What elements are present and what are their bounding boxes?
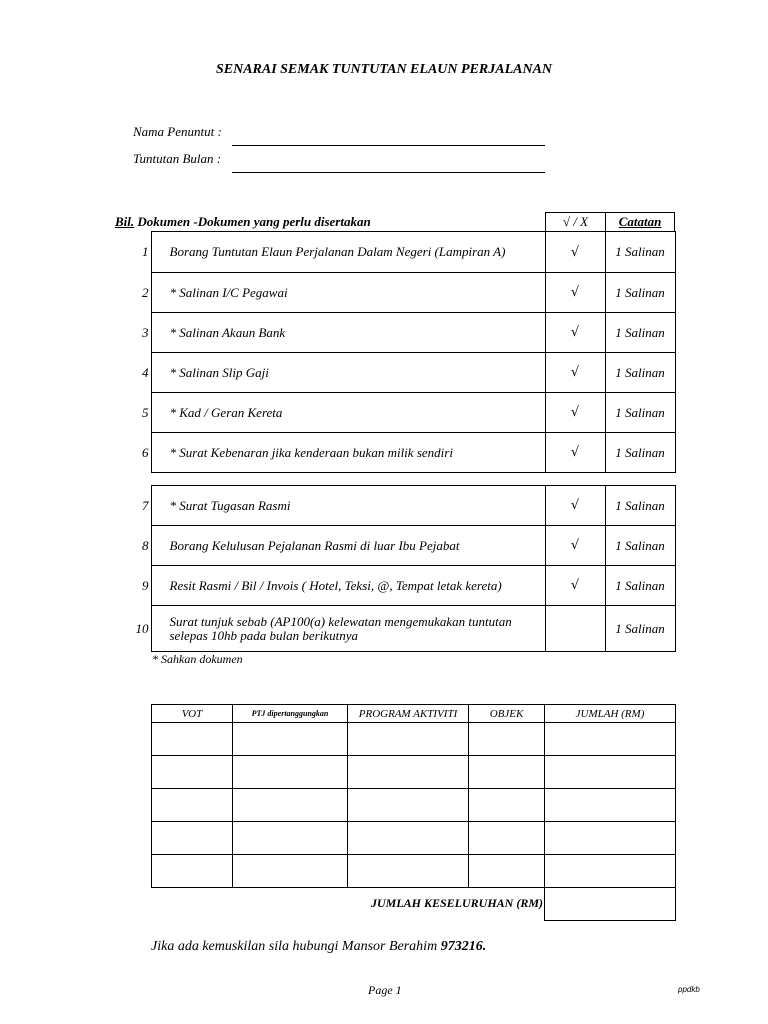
- tuntutan-bulan-line[interactable]: [232, 172, 545, 173]
- total-label: JUMLAH KESELURUHAN (RM): [370, 896, 543, 910]
- checklist-row: [130, 433, 675, 473]
- row-description: * Kad / Geran Kereta: [151, 393, 545, 433]
- dokumen-header: Dokumen -Dokumen yang perlu disertakan: [137, 214, 371, 229]
- vot-row: [152, 822, 676, 855]
- ptj-cell[interactable]: [233, 822, 348, 855]
- row-check-mark[interactable]: √: [545, 566, 605, 606]
- program-header: PROGRAM AKTIVITI: [348, 705, 469, 723]
- total-amount-box[interactable]: [544, 887, 676, 921]
- vot-row: [152, 855, 676, 888]
- row-description: * Salinan I/C Pegawai: [151, 273, 545, 313]
- contact-phone: 973216.: [440, 939, 487, 954]
- row-description: * Salinan Akaun Bank: [151, 313, 545, 353]
- vot-cell[interactable]: [152, 822, 233, 855]
- row-description: * Surat Kebenaran jika kenderaan bukan milik sendiri: [151, 433, 545, 473]
- vot-cell[interactable]: [152, 723, 233, 756]
- tuntutan-bulan-label: Tuntutan Bulan :: [133, 151, 222, 166]
- row-number: 5: [142, 404, 149, 420]
- objek-cell[interactable]: [469, 822, 545, 855]
- row-note: 1 Salinan: [605, 566, 675, 606]
- vot-row: [152, 723, 676, 756]
- row-note: 1 Salinan: [605, 393, 675, 433]
- vot-row: [152, 756, 676, 789]
- row-description: * Surat Tugasan Rasmi: [151, 486, 545, 526]
- vot-header-row: [152, 705, 676, 723]
- row-note: 1 Salinan: [605, 273, 675, 313]
- mark-header: √ / X: [545, 212, 606, 231]
- row-description: Surat tunjuk sebab (AP100(a) kelewatan mengemukakan tuntutan selepas 10hb pada bulan berikutnya: [151, 606, 545, 652]
- vot-cell[interactable]: [152, 756, 233, 789]
- vot-header: VOT: [152, 705, 233, 723]
- jumlah-header: JUMLAH (RM): [545, 705, 676, 723]
- ptj-cell[interactable]: [233, 855, 348, 888]
- row-check-mark[interactable]: √: [545, 526, 605, 566]
- row-note: 1 Salinan: [605, 606, 675, 652]
- row-check-mark[interactable]: √: [545, 232, 605, 273]
- row-number: 4: [142, 364, 149, 380]
- program-cell[interactable]: [348, 789, 469, 822]
- row-note: 1 Salinan: [605, 353, 675, 393]
- checklist-table-2: [130, 485, 676, 652]
- vot-row: [152, 789, 676, 822]
- row-check-mark[interactable]: √: [545, 433, 605, 473]
- row-note: 1 Salinan: [605, 433, 675, 473]
- ptj-cell[interactable]: [233, 723, 348, 756]
- row-note: 1 Salinan: [605, 486, 675, 526]
- row-check-mark[interactable]: √: [545, 273, 605, 313]
- checklist-row: [130, 232, 675, 273]
- vot-cell[interactable]: [152, 789, 233, 822]
- ptj-header: PTJ dipertanggungkan: [233, 705, 348, 723]
- row-check-mark[interactable]: √: [545, 393, 605, 433]
- row-check-mark[interactable]: [545, 606, 605, 652]
- row-number: 10: [135, 620, 149, 636]
- checklist-row: [130, 566, 675, 606]
- nama-penuntut-label: Nama Penuntut :: [133, 124, 222, 139]
- vot-cell[interactable]: [152, 855, 233, 888]
- row-note: 1 Salinan: [605, 232, 675, 273]
- contact-text: Jika ada kemuskilan sila hubungi Mansor Berahim: [151, 939, 438, 954]
- row-description: * Salinan Slip Gaji: [151, 353, 545, 393]
- jumlah-cell[interactable]: [545, 855, 676, 888]
- checklist-row: [130, 526, 675, 566]
- checklist-row: [130, 353, 675, 393]
- checklist-table-1: [130, 231, 676, 473]
- objek-cell[interactable]: [469, 855, 545, 888]
- row-check-mark[interactable]: √: [545, 486, 605, 526]
- objek-cell[interactable]: [469, 789, 545, 822]
- row-check-mark[interactable]: √: [545, 313, 605, 353]
- page-number: Page 1: [368, 983, 402, 997]
- program-cell[interactable]: [348, 756, 469, 789]
- checklist-row: [130, 393, 675, 433]
- row-number: 9: [142, 577, 149, 593]
- vot-table: [151, 704, 676, 888]
- row-number: 1: [142, 244, 149, 259]
- checklist-row: [130, 486, 675, 526]
- row-number: 6: [142, 444, 149, 460]
- row-number: 3: [142, 324, 149, 340]
- program-cell[interactable]: [348, 723, 469, 756]
- contact-line: [151, 939, 486, 955]
- program-cell[interactable]: [348, 822, 469, 855]
- row-note: 1 Salinan: [605, 526, 675, 566]
- checklist-row: [130, 313, 675, 353]
- jumlah-cell[interactable]: [545, 789, 676, 822]
- checklist-row: [130, 273, 675, 313]
- ptj-cell[interactable]: [233, 756, 348, 789]
- row-number: 2: [142, 284, 149, 300]
- row-description: Borang Tuntutan Elaun Perjalanan Dalam Negeri (Lampiran A): [151, 232, 545, 273]
- row-description: Borang Kelulusan Pejalanan Rasmi di luar Ibu Pejabat: [151, 526, 545, 566]
- footnote: * Sahkan dokumen: [152, 652, 243, 666]
- bil-header: Bil.: [115, 214, 135, 229]
- jumlah-cell[interactable]: [545, 822, 676, 855]
- checklist-row: [130, 606, 675, 652]
- row-number: 7: [142, 497, 149, 513]
- ptj-cell[interactable]: [233, 789, 348, 822]
- checklist-header: [115, 214, 371, 230]
- jumlah-cell[interactable]: [545, 723, 676, 756]
- objek-header: OBJEK: [469, 705, 545, 723]
- catatan-header: Catatan: [605, 212, 675, 231]
- objek-cell[interactable]: [469, 723, 545, 756]
- row-description: Resit Rasmi / Bil / Invois ( Hotel, Teksi, @, Tempat letak kereta): [151, 566, 545, 606]
- page-title: SENARAI SEMAK TUNTUTAN ELAUN PERJALANAN: [215, 62, 553, 77]
- jumlah-cell[interactable]: [545, 756, 676, 789]
- row-check-mark[interactable]: √: [545, 353, 605, 393]
- footer-code: ppdkb: [678, 985, 700, 994]
- objek-cell[interactable]: [469, 756, 545, 789]
- row-number: 8: [142, 537, 149, 553]
- nama-penuntut-line[interactable]: [232, 145, 545, 146]
- row-note: 1 Salinan: [605, 313, 675, 353]
- program-cell[interactable]: [348, 855, 469, 888]
